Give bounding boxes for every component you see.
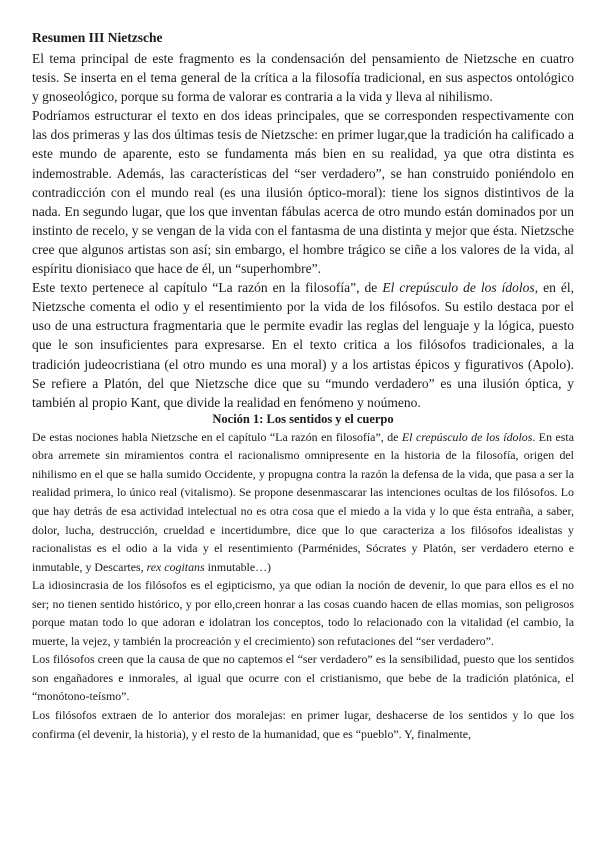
paragraph-notion-intro [32,428,574,576]
paragraph-moralejas: Los filósofos extraen de lo anterior dos moralejas: en primer lugar, deshacerse de los sentidos y lo que los confirma (el devenir, la historia), y el resto de la humanidad, que es “pueblo”. Y, finalmente, [32,707,574,741]
notion-text-end: inmutable…) [204,559,271,574]
latin-term: rex cogitans [146,559,205,574]
paragraph-theme: El tema principal de este fragmento es la condensación del pensamiento de Nietzsche en cuatro tesis. Se inserta en el tema general de la crítica a la filosofía tradicional, en sus aspectos ontológico y gnoseológico, porque su forma de valorar es contraria a la vida y lleva al nihilismo. [32,51,574,105]
notion-text-middle: . En esta obra arremete sin miramientos contra el racionalismo omnipresente en la historia de la filosofía, origen del nihilismo en el que se halla sumido Occidente, y propugna contra la razón la defensa de la vida, que pasa a ser la realidad primera, lo único real (vitalismo). Se propone desenmascarar las intenciones ocultas de los filósofos. Lo que hay detrás de esa actividad intelectual no es otra cosa que el miedo a la vida y lo que ésta entraña, a saber, dolor, lucha, destrucción, crueldad e incertidumbre, dice que lo que caracteriza a los filósofos idealistas y racionalistas es el odio a la vida y el resentimiento (Parménides, Sócrates y Platón, ser verdadero eterno e inmutable, y Descartes, [32,429,574,574]
paragraph-context [32,278,574,412]
paragraph-sensibilidad: Los filósofos creen que la causa de que no captemos el “ser verdadero” es la sensibilidad, puesto que los sentidos son engañadores e inmorales, al igual que ocurre con el cristianismo, que bebe de la tradición platónica, el “monótono-teísmo”. [32,652,574,704]
context-text-end: , en él, Nietzsche comenta el odio y el resentimiento por la vida de los filósofos. Su estilo destaca por el uso de una estructura fragmentaria que le permite evadir las reglas del lenguaje y la lógica, puesto que le son insuficientes para expresarse. En el texto critica a los filósofos tradicionales, a la tradición judeocristiana (el otro mundo es una moral) y a los artistas épicos y figurativos (Apolo). Se refiere a Platón, del que Nietzsche dice que su “mundo verdadero” es una ilusión óptica, y también al propio Kant, que divide la realidad en fenómeno y noúmeno. [32,280,575,410]
work-title: El crepúsculo de los ídolos [401,429,533,444]
paragraph-structure: Podríamos estructurar el texto en dos ideas principales, que se corresponden respectivamente con las dos primeras y las dos últimas tesis de Nietzsche: en primer lugar,que la tradición ha calificado a este mundo de aparente, esto se fundamenta más bien en su realidad, ya que otra distinta es indemostrable. Además, las características del “ser verdadero”, se han construido poniéndolo en contradicción con el mundo real (es una ilusión óptico-moral): tiene los signos distintivos de la nada. En segundo lugar, que los que inventan fábulas acerca de otro mundo están dominados por un instinto de recelo, y se vengan de la vida con el fantasma de una distinta y mejor que ésta. Nietzsche cree que algunos artistas son así; sin embargo, el hombre trágico se ciñe a los valores de la vida, al espíritu dionisiaco que hace de él, un “superhombre”. [32,108,574,277]
document-page [32,30,574,743]
notion-text-start: De estas nociones habla Nietzsche en el capítulo “La razón en filosofía”, de [32,429,402,444]
context-text-start: Este texto pertenece al capítulo “La razón en la filosofía”, de [32,280,383,296]
section-heading: Noción 1: Los sentidos y el cuerpo [212,411,394,426]
paragraph-egipticismo: La idiosincrasia de los filósofos es el egipticismo, ya que odian la noción de devenir, lo que para ellos es el no ser; no tienen sentido histórico, y por ello,creen honrar a las cosas cuando hacen de ellas momias, son peligrosos porque matan todo lo que adoran e idolatran los conceptos, todo lo relacionado con la vitalidad (el cambio, la muerte, la vejez, y también la procreación y el crecimiento) son refutaciones del “ser verdadero”. [32,578,574,648]
work-title: El crepúsculo de los ídolos [382,280,535,296]
document-title: Resumen III Nietzsche [32,30,163,45]
